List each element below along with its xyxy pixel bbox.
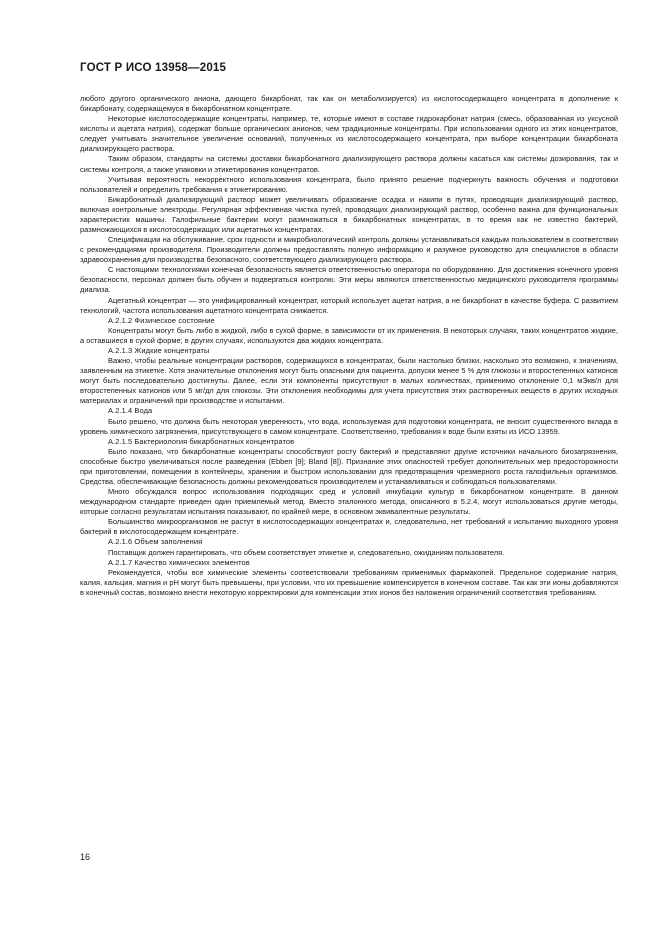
document-header: ГОСТ Р ИСО 13958—2015 bbox=[80, 62, 227, 74]
paragraph: Много обсуждался вопрос использования подходящих сред и условий инкубации культур в бикарбонатном концентрате. В данном международном стандарте приведен один приемлемый метод. Вместо эталонного метода, описанного в 5.2.4, могут использоваться другие методы, которые согласно результатам испытания показывают, по крайней мере, в основном эквивалентные результаты. bbox=[80, 487, 618, 517]
section-heading-a217: А.2.1.7 Качество химических элементов bbox=[108, 557, 250, 567]
paragraph: Бикарбонатный диализирующий раствор может увеличивать образование осадка и накипи в путях, проводящих диализирующий раствор, включая контрольные электроды. Регулярная эффективная чистка путей, проводящих диализирующий раствор, особенно важна для функциональных характеристик машины. Галофильные бактерии могут размножаться в бикарбонатных концентратах, в то время как не известно бактерий, размножающихся в кислотосодержащих или ацетатных концентратах. bbox=[80, 194, 618, 235]
paragraph: Спецификации на обслуживание, срок годности и микробиологический контроль должны устанавливаться каждым пользователем в соответствии с рекомендациями производителя. Производители должны предоставлять полную информацию и разумное руководство для специалистов в области здравоохранения для производства безопасного, соответствующего диализирующего раствора. bbox=[80, 235, 618, 265]
section-heading-a212: А.2.1.2 Физическое состояние bbox=[108, 315, 215, 325]
paragraph: С настоящими технологиями конечная безопасность является ответственностью оператора по оборудованию. Для достижения конечного уровня безопасности, персонал должен быть обучен и подвергаться контролю. Эти меры являются ответственностью медицинского руководителя программы диализа. bbox=[80, 265, 618, 295]
paragraph: Поставщик должен гарантировать, что объем соответствует этикетке и, следовательно, ожиданиям пользователя. bbox=[108, 547, 505, 557]
paragraph: Рекомендуется, чтобы все химические элементы соответствовали требованиям применимых фармакопей. Предельное содержание натрия, калия, кальция, магния и pH могут быть превышены, при условии, что их превышение компенсируется в конечном составе. Так как эти ионы добавляются в конечный состав, возможно внести некоторую корректировки для компенсации этих ионов без наложения ограничений соответствия требованиям. bbox=[80, 567, 618, 597]
paragraph: Важно, чтобы реальные концентрации растворов, содержащихся в концентратах, были настолько близки, насколько это возможно, к значениям, заявленным на этикетке. Хотя значительные отклонения могут быть опасными для пациента, допуски менее 5 % для глюкозы и второстепенных катионов могут быть последовательно достигнуты. Далее, если эти компоненты присутствуют в малых количествах, применимо отклонение 0,1 мЭкв/л для второстепенных катионов или 5 мг/дл для глюкозы. Эти отклонения необходимы для учета присутствия этих растворенных веществ в других исходных материалах и ограничений при производстве и испытании. bbox=[80, 356, 618, 406]
document-body bbox=[80, 94, 618, 598]
paragraph-continuation: любого другого органического аниона, дающего бикарбонат, так как он метаболизируется) из кислотосодержащего концентрата в дополнение к бикарбонату, содержащемуся в бикарбонатном концентрате. bbox=[80, 94, 618, 114]
paragraph: Учитывая вероятность некорректного использования концентрата, было принято решение подчеркнуть важность обучения и подготовки пользователей и определить требования к этикетированию. bbox=[80, 174, 618, 194]
paragraph: Концентраты могут быть либо в жидкой, либо в сухой форме, в зависимости от их применения. В некоторых случаях, таких концентратов жидкие, а оставшиеся в сухой форме; в других случаях, используются два жидких концентрата. bbox=[80, 325, 618, 345]
section-heading-a213: А.2.1.3 Жидкие концентраты bbox=[108, 345, 210, 355]
paragraph: Большинство микроорганизмов не растут в кислотосодержащих концентратах и, следовательно, нет требований к испытанию выходного уровня бактерий в кислотосодержащем концентрате. bbox=[80, 517, 618, 537]
paragraph: Некоторые кислотосодержащие концентраты, например, те, которые имеют в составе гидрокарбонат натрия (смесь, образованная из уксусной кислоты и ацетата натрия), содержат больше органических анионов, чем традиционные концентраты. При использовании одного из этих концентратов, следует учитывать значительное увеличение оснований, полученных из кислотосодержащего концентрата, при выборе концентрации бикарбоната диализирующего раствора. bbox=[80, 114, 618, 154]
paragraph: Таким образом, стандарты на системы доставки бикарбонатного диализирующего раствора должны касаться как системы дозирования, так и системы контроля, а также упаковки и этикетирования концентратов. bbox=[80, 154, 618, 174]
paragraph: Было показано, что бикарбонатные концентраты способствуют росту бактерий и представляют другие источники начального биозагрязнения, способные быстро увеличиваться после разведения (Ebben [9]; Bland [8]). Признание этих опасностей требует дополнительных мер предосторожности при приготовлении, помещении в контейнеры, хранении и быстром использовании для предотвращения чрезмерного роста галофильных организмов. Средства, обеспечивающие безопасность должны рекомендоваться производителем и устанавливаться и соблюдаться пользователями. bbox=[80, 446, 618, 486]
section-heading-a214: А.2.1.4 Вода bbox=[108, 406, 153, 416]
page-number: 16 bbox=[80, 852, 91, 862]
paragraph: Было решено, что должна быть некоторая уверенность, что вода, используемая для подготовки концентрата, не вносит существенного вклада в уровень химического загрязнения, присутствующего в самом концентрате. Соответственно, требования к воде были взяты из ИСО 13959. bbox=[80, 416, 618, 436]
section-heading-a216: А.2.1.6 Объем заполнения bbox=[108, 537, 203, 547]
section-heading-a215: А.2.1.5 Бактериология бикарбонатных концентратов bbox=[108, 436, 295, 446]
paragraph: Ацетатный концентрат — это унифицированный концентрат, который использует ацетат натрия, а не бикарбонат в качестве буфера. С развитием технологий, частота использования ацетатного концентрата снижается. bbox=[80, 295, 618, 315]
